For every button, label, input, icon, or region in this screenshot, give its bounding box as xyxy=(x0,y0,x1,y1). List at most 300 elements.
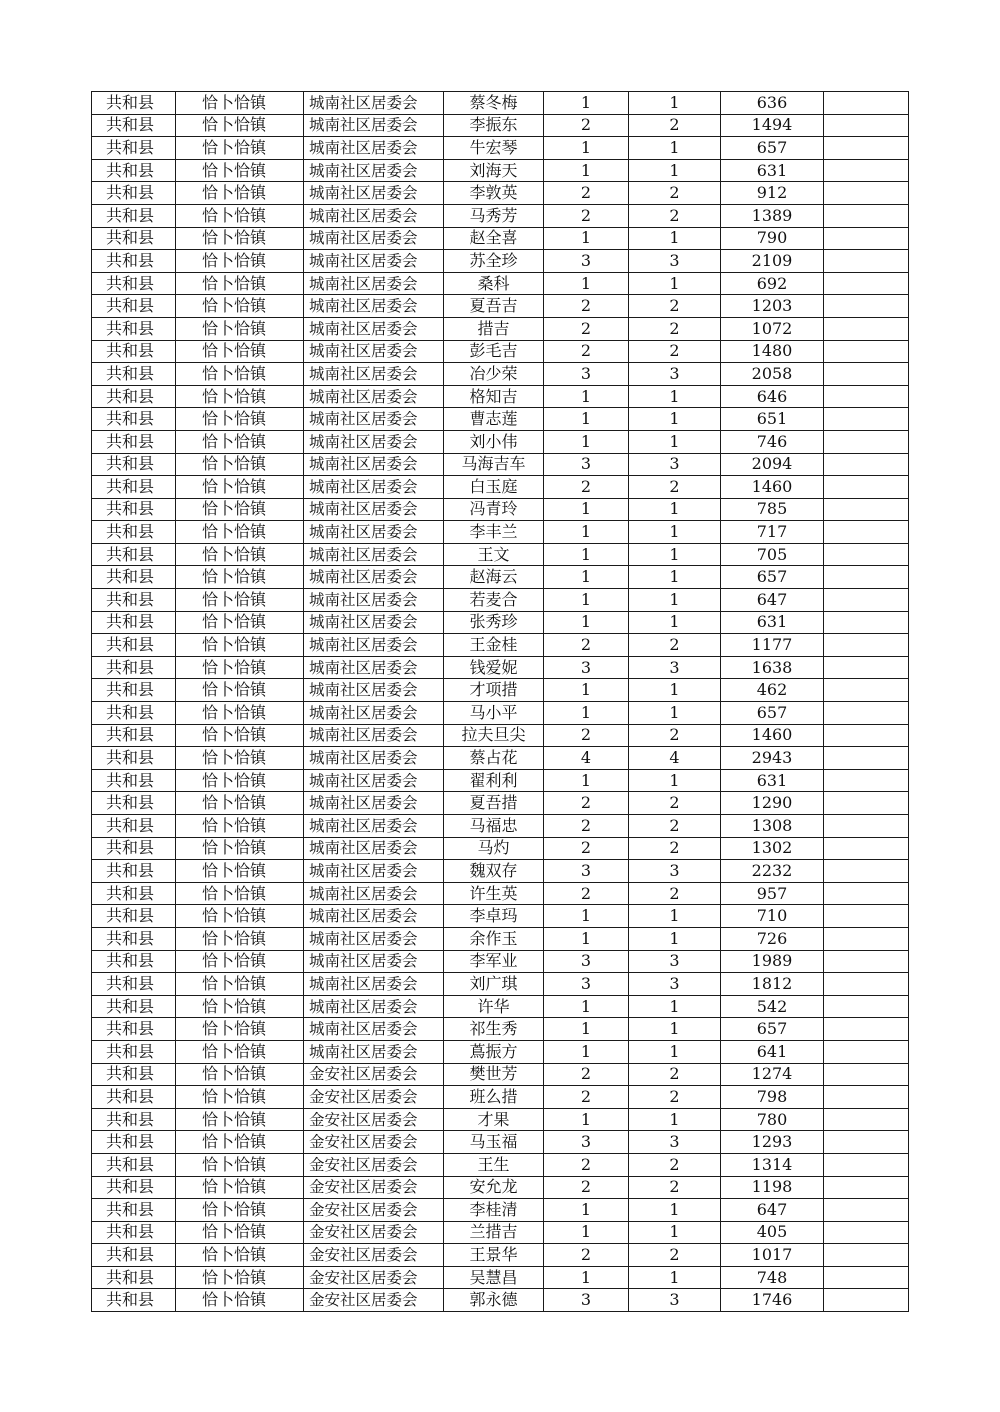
amount-cell: 746 xyxy=(721,430,824,453)
name-cell: 若麦合 xyxy=(444,589,544,612)
community-cell: 城南社区居委会 xyxy=(304,634,444,657)
town-cell: 恰卜恰镇 xyxy=(176,227,304,250)
table-row xyxy=(92,1221,909,1244)
table-row xyxy=(92,950,909,973)
amount-cell: 647 xyxy=(721,1199,824,1222)
covered-persons-cell: 1 xyxy=(629,137,721,160)
household-size-cell: 2 xyxy=(544,634,629,657)
community-cell: 城南社区居委会 xyxy=(304,792,444,815)
county-cell: 共和县 xyxy=(92,656,176,679)
note-cell xyxy=(824,114,909,137)
town-cell: 恰卜恰镇 xyxy=(176,1221,304,1244)
amount-cell: 1274 xyxy=(721,1063,824,1086)
household-size-cell: 2 xyxy=(544,724,629,747)
name-cell: 王文 xyxy=(444,543,544,566)
table-row xyxy=(92,272,909,295)
community-cell: 城南社区居委会 xyxy=(304,860,444,883)
covered-persons-cell: 1 xyxy=(629,408,721,431)
table-row xyxy=(92,589,909,612)
household-size-cell: 1 xyxy=(544,927,629,950)
county-cell: 共和县 xyxy=(92,815,176,838)
county-cell: 共和县 xyxy=(92,317,176,340)
covered-persons-cell: 1 xyxy=(629,385,721,408)
covered-persons-cell: 2 xyxy=(629,815,721,838)
household-size-cell: 1 xyxy=(544,611,629,634)
household-size-cell: 2 xyxy=(544,1244,629,1267)
community-cell: 城南社区居委会 xyxy=(304,408,444,431)
note-cell xyxy=(824,566,909,589)
household-size-cell: 2 xyxy=(544,837,629,860)
county-cell: 共和县 xyxy=(92,1018,176,1041)
community-cell: 城南社区居委会 xyxy=(304,995,444,1018)
county-cell: 共和县 xyxy=(92,769,176,792)
town-cell: 恰卜恰镇 xyxy=(176,272,304,295)
town-cell: 恰卜恰镇 xyxy=(176,476,304,499)
note-cell xyxy=(824,317,909,340)
table-row xyxy=(92,227,909,250)
name-cell: 马玉福 xyxy=(444,1131,544,1154)
household-size-cell: 1 xyxy=(544,1199,629,1222)
note-cell xyxy=(824,724,909,747)
note-cell xyxy=(824,498,909,521)
covered-persons-cell: 2 xyxy=(629,792,721,815)
covered-persons-cell: 4 xyxy=(629,747,721,770)
amount-cell: 1389 xyxy=(721,204,824,227)
amount-cell: 657 xyxy=(721,1018,824,1041)
county-cell: 共和县 xyxy=(92,1221,176,1244)
county-cell: 共和县 xyxy=(92,114,176,137)
town-cell: 恰卜恰镇 xyxy=(176,1063,304,1086)
community-cell: 城南社区居委会 xyxy=(304,950,444,973)
household-size-cell: 2 xyxy=(544,182,629,205)
covered-persons-cell: 1 xyxy=(629,1266,721,1289)
county-cell: 共和县 xyxy=(92,679,176,702)
household-size-cell: 2 xyxy=(544,295,629,318)
note-cell xyxy=(824,1086,909,1109)
covered-persons-cell: 2 xyxy=(629,1086,721,1109)
note-cell xyxy=(824,1108,909,1131)
household-size-cell: 2 xyxy=(544,882,629,905)
amount-cell: 1302 xyxy=(721,837,824,860)
household-size-cell: 2 xyxy=(544,1153,629,1176)
household-size-cell: 3 xyxy=(544,363,629,386)
name-cell: 马小平 xyxy=(444,702,544,725)
table-row xyxy=(92,295,909,318)
household-size-cell: 2 xyxy=(544,476,629,499)
note-cell xyxy=(824,973,909,996)
household-size-cell: 2 xyxy=(544,1176,629,1199)
table-row xyxy=(92,521,909,544)
town-cell: 恰卜恰镇 xyxy=(176,611,304,634)
county-cell: 共和县 xyxy=(92,92,176,115)
household-size-cell: 1 xyxy=(544,385,629,408)
town-cell: 恰卜恰镇 xyxy=(176,182,304,205)
covered-persons-cell: 1 xyxy=(629,611,721,634)
note-cell xyxy=(824,453,909,476)
covered-persons-cell: 3 xyxy=(629,1131,721,1154)
county-cell: 共和县 xyxy=(92,1289,176,1312)
community-cell: 城南社区居委会 xyxy=(304,566,444,589)
name-cell: 李振东 xyxy=(444,114,544,137)
amount-cell: 785 xyxy=(721,498,824,521)
amount-cell: 657 xyxy=(721,702,824,725)
household-size-cell: 3 xyxy=(544,973,629,996)
name-cell: 魏双存 xyxy=(444,860,544,883)
community-cell: 城南社区居委会 xyxy=(304,317,444,340)
note-cell xyxy=(824,882,909,905)
table-row xyxy=(92,408,909,431)
table-row xyxy=(92,317,909,340)
amount-cell: 1308 xyxy=(721,815,824,838)
county-cell: 共和县 xyxy=(92,363,176,386)
amount-cell: 780 xyxy=(721,1108,824,1131)
table-row xyxy=(92,860,909,883)
covered-persons-cell: 3 xyxy=(629,453,721,476)
amount-cell: 1460 xyxy=(721,724,824,747)
household-size-cell: 1 xyxy=(544,137,629,160)
household-size-cell: 2 xyxy=(544,204,629,227)
amount-cell: 1290 xyxy=(721,792,824,815)
table-row xyxy=(92,1266,909,1289)
table-row xyxy=(92,1176,909,1199)
covered-persons-cell: 1 xyxy=(629,543,721,566)
note-cell xyxy=(824,363,909,386)
household-size-cell: 1 xyxy=(544,543,629,566)
table-row xyxy=(92,747,909,770)
covered-persons-cell: 1 xyxy=(629,702,721,725)
county-cell: 共和县 xyxy=(92,837,176,860)
household-size-cell: 3 xyxy=(544,453,629,476)
town-cell: 恰卜恰镇 xyxy=(176,679,304,702)
community-cell: 城南社区居委会 xyxy=(304,363,444,386)
covered-persons-cell: 2 xyxy=(629,340,721,363)
household-size-cell: 1 xyxy=(544,702,629,725)
community-cell: 城南社区居委会 xyxy=(304,137,444,160)
community-cell: 城南社区居委会 xyxy=(304,385,444,408)
county-cell: 共和县 xyxy=(92,995,176,1018)
table-body xyxy=(92,92,909,1312)
amount-cell: 1293 xyxy=(721,1131,824,1154)
town-cell: 恰卜恰镇 xyxy=(176,137,304,160)
town-cell: 恰卜恰镇 xyxy=(176,1266,304,1289)
household-size-cell: 4 xyxy=(544,747,629,770)
town-cell: 恰卜恰镇 xyxy=(176,1199,304,1222)
note-cell xyxy=(824,1153,909,1176)
covered-persons-cell: 1 xyxy=(629,521,721,544)
data-table xyxy=(91,91,909,1312)
town-cell: 恰卜恰镇 xyxy=(176,543,304,566)
covered-persons-cell: 1 xyxy=(629,430,721,453)
covered-persons-cell: 2 xyxy=(629,114,721,137)
table-row xyxy=(92,543,909,566)
note-cell xyxy=(824,634,909,657)
community-cell: 城南社区居委会 xyxy=(304,905,444,928)
covered-persons-cell: 1 xyxy=(629,995,721,1018)
table-row xyxy=(92,837,909,860)
covered-persons-cell: 2 xyxy=(629,1244,721,1267)
table-row xyxy=(92,702,909,725)
community-cell: 金安社区居委会 xyxy=(304,1289,444,1312)
county-cell: 共和县 xyxy=(92,498,176,521)
community-cell: 城南社区居委会 xyxy=(304,498,444,521)
community-cell: 城南社区居委会 xyxy=(304,882,444,905)
community-cell: 城南社区居委会 xyxy=(304,769,444,792)
covered-persons-cell: 1 xyxy=(629,498,721,521)
name-cell: 牛宏琴 xyxy=(444,137,544,160)
table-row xyxy=(92,204,909,227)
county-cell: 共和县 xyxy=(92,905,176,928)
community-cell: 城南社区居委会 xyxy=(304,702,444,725)
note-cell xyxy=(824,250,909,273)
community-cell: 城南社区居委会 xyxy=(304,837,444,860)
name-cell: 蔡占花 xyxy=(444,747,544,770)
amount-cell: 631 xyxy=(721,611,824,634)
name-cell: 李桂清 xyxy=(444,1199,544,1222)
household-size-cell: 3 xyxy=(544,1131,629,1154)
amount-cell: 957 xyxy=(721,882,824,905)
covered-persons-cell: 1 xyxy=(629,566,721,589)
household-size-cell: 1 xyxy=(544,1221,629,1244)
town-cell: 恰卜恰镇 xyxy=(176,1176,304,1199)
covered-persons-cell: 1 xyxy=(629,1040,721,1063)
note-cell xyxy=(824,1131,909,1154)
name-cell: 许华 xyxy=(444,995,544,1018)
community-cell: 城南社区居委会 xyxy=(304,295,444,318)
amount-cell: 462 xyxy=(721,679,824,702)
county-cell: 共和县 xyxy=(92,204,176,227)
note-cell xyxy=(824,905,909,928)
table-row xyxy=(92,1199,909,1222)
amount-cell: 705 xyxy=(721,543,824,566)
household-size-cell: 3 xyxy=(544,250,629,273)
note-cell xyxy=(824,521,909,544)
town-cell: 恰卜恰镇 xyxy=(176,995,304,1018)
name-cell: 拉夫旦尖 xyxy=(444,724,544,747)
table-row xyxy=(92,927,909,950)
town-cell: 恰卜恰镇 xyxy=(176,521,304,544)
covered-persons-cell: 2 xyxy=(629,204,721,227)
community-cell: 城南社区居委会 xyxy=(304,1040,444,1063)
household-size-cell: 1 xyxy=(544,272,629,295)
covered-persons-cell: 2 xyxy=(629,634,721,657)
amount-cell: 2109 xyxy=(721,250,824,273)
note-cell xyxy=(824,227,909,250)
name-cell: 马福忠 xyxy=(444,815,544,838)
name-cell: 桑科 xyxy=(444,272,544,295)
community-cell: 金安社区居委会 xyxy=(304,1063,444,1086)
table-row xyxy=(92,159,909,182)
name-cell: 夏吾吉 xyxy=(444,295,544,318)
table-row xyxy=(92,973,909,996)
name-cell: 赵海云 xyxy=(444,566,544,589)
town-cell: 恰卜恰镇 xyxy=(176,1153,304,1176)
community-cell: 城南社区居委会 xyxy=(304,611,444,634)
note-cell xyxy=(824,589,909,612)
covered-persons-cell: 1 xyxy=(629,905,721,928)
amount-cell: 631 xyxy=(721,769,824,792)
covered-persons-cell: 2 xyxy=(629,1063,721,1086)
town-cell: 恰卜恰镇 xyxy=(176,408,304,431)
county-cell: 共和县 xyxy=(92,1131,176,1154)
town-cell: 恰卜恰镇 xyxy=(176,204,304,227)
county-cell: 共和县 xyxy=(92,1266,176,1289)
community-cell: 城南社区居委会 xyxy=(304,656,444,679)
name-cell: 冯青玲 xyxy=(444,498,544,521)
note-cell xyxy=(824,476,909,499)
amount-cell: 1460 xyxy=(721,476,824,499)
community-cell: 金安社区居委会 xyxy=(304,1221,444,1244)
household-size-cell: 1 xyxy=(544,589,629,612)
town-cell: 恰卜恰镇 xyxy=(176,430,304,453)
amount-cell: 636 xyxy=(721,92,824,115)
name-cell: 蔡冬梅 xyxy=(444,92,544,115)
county-cell: 共和县 xyxy=(92,1086,176,1109)
household-size-cell: 3 xyxy=(544,950,629,973)
note-cell xyxy=(824,611,909,634)
county-cell: 共和县 xyxy=(92,950,176,973)
note-cell xyxy=(824,1063,909,1086)
table-row xyxy=(92,1289,909,1312)
amount-cell: 1198 xyxy=(721,1176,824,1199)
community-cell: 城南社区居委会 xyxy=(304,250,444,273)
county-cell: 共和县 xyxy=(92,1108,176,1131)
name-cell: 马灼 xyxy=(444,837,544,860)
household-size-cell: 1 xyxy=(544,679,629,702)
name-cell: 才果 xyxy=(444,1108,544,1131)
amount-cell: 646 xyxy=(721,385,824,408)
county-cell: 共和县 xyxy=(92,589,176,612)
community-cell: 金安社区居委会 xyxy=(304,1199,444,1222)
town-cell: 恰卜恰镇 xyxy=(176,317,304,340)
household-size-cell: 1 xyxy=(544,227,629,250)
town-cell: 恰卜恰镇 xyxy=(176,1244,304,1267)
covered-persons-cell: 1 xyxy=(629,679,721,702)
covered-persons-cell: 2 xyxy=(629,182,721,205)
note-cell xyxy=(824,1199,909,1222)
name-cell: 曹志莲 xyxy=(444,408,544,431)
name-cell: 翟利利 xyxy=(444,769,544,792)
amount-cell: 692 xyxy=(721,272,824,295)
county-cell: 共和县 xyxy=(92,973,176,996)
household-size-cell: 1 xyxy=(544,566,629,589)
name-cell: 蔦振方 xyxy=(444,1040,544,1063)
amount-cell: 748 xyxy=(721,1266,824,1289)
covered-persons-cell: 1 xyxy=(629,92,721,115)
table-row xyxy=(92,882,909,905)
name-cell: 措吉 xyxy=(444,317,544,340)
note-cell xyxy=(824,747,909,770)
covered-persons-cell: 1 xyxy=(629,1199,721,1222)
household-size-cell: 1 xyxy=(544,769,629,792)
table-row xyxy=(92,1018,909,1041)
amount-cell: 798 xyxy=(721,1086,824,1109)
name-cell: 王景华 xyxy=(444,1244,544,1267)
town-cell: 恰卜恰镇 xyxy=(176,927,304,950)
town-cell: 恰卜恰镇 xyxy=(176,250,304,273)
name-cell: 白玉庭 xyxy=(444,476,544,499)
note-cell xyxy=(824,792,909,815)
community-cell: 城南社区居委会 xyxy=(304,815,444,838)
table-row xyxy=(92,724,909,747)
table-row xyxy=(92,905,909,928)
county-cell: 共和县 xyxy=(92,566,176,589)
county-cell: 共和县 xyxy=(92,792,176,815)
amount-cell: 405 xyxy=(721,1221,824,1244)
county-cell: 共和县 xyxy=(92,385,176,408)
amount-cell: 651 xyxy=(721,408,824,431)
household-size-cell: 1 xyxy=(544,1108,629,1131)
town-cell: 恰卜恰镇 xyxy=(176,769,304,792)
community-cell: 城南社区居委会 xyxy=(304,476,444,499)
note-cell xyxy=(824,1266,909,1289)
amount-cell: 1812 xyxy=(721,973,824,996)
town-cell: 恰卜恰镇 xyxy=(176,634,304,657)
county-cell: 共和县 xyxy=(92,724,176,747)
town-cell: 恰卜恰镇 xyxy=(176,1018,304,1041)
name-cell: 马海吉车 xyxy=(444,453,544,476)
community-cell: 城南社区居委会 xyxy=(304,747,444,770)
household-size-cell: 1 xyxy=(544,498,629,521)
amount-cell: 1177 xyxy=(721,634,824,657)
household-size-cell: 2 xyxy=(544,1063,629,1086)
table-row xyxy=(92,1040,909,1063)
covered-persons-cell: 1 xyxy=(629,589,721,612)
table-row xyxy=(92,182,909,205)
note-cell xyxy=(824,137,909,160)
covered-persons-cell: 1 xyxy=(629,769,721,792)
county-cell: 共和县 xyxy=(92,611,176,634)
county-cell: 共和县 xyxy=(92,747,176,770)
table-row xyxy=(92,498,909,521)
note-cell xyxy=(824,702,909,725)
community-cell: 城南社区居委会 xyxy=(304,927,444,950)
amount-cell: 1072 xyxy=(721,317,824,340)
county-cell: 共和县 xyxy=(92,882,176,905)
covered-persons-cell: 3 xyxy=(629,1289,721,1312)
county-cell: 共和县 xyxy=(92,250,176,273)
household-size-cell: 1 xyxy=(544,905,629,928)
town-cell: 恰卜恰镇 xyxy=(176,882,304,905)
community-cell: 城南社区居委会 xyxy=(304,340,444,363)
note-cell xyxy=(824,815,909,838)
name-cell: 王金桂 xyxy=(444,634,544,657)
name-cell: 张秀珍 xyxy=(444,611,544,634)
town-cell: 恰卜恰镇 xyxy=(176,950,304,973)
county-cell: 共和县 xyxy=(92,272,176,295)
town-cell: 恰卜恰镇 xyxy=(176,498,304,521)
name-cell: 班么措 xyxy=(444,1086,544,1109)
table-row xyxy=(92,363,909,386)
household-size-cell: 1 xyxy=(544,995,629,1018)
community-cell: 城南社区居委会 xyxy=(304,679,444,702)
household-size-cell: 2 xyxy=(544,114,629,137)
name-cell: 刘广琪 xyxy=(444,973,544,996)
note-cell xyxy=(824,340,909,363)
name-cell: 樊世芳 xyxy=(444,1063,544,1086)
amount-cell: 1989 xyxy=(721,950,824,973)
note-cell xyxy=(824,159,909,182)
town-cell: 恰卜恰镇 xyxy=(176,295,304,318)
town-cell: 恰卜恰镇 xyxy=(176,905,304,928)
name-cell: 夏吾措 xyxy=(444,792,544,815)
town-cell: 恰卜恰镇 xyxy=(176,1289,304,1312)
county-cell: 共和县 xyxy=(92,927,176,950)
name-cell: 余作玉 xyxy=(444,927,544,950)
amount-cell: 647 xyxy=(721,589,824,612)
town-cell: 恰卜恰镇 xyxy=(176,92,304,115)
amount-cell: 726 xyxy=(721,927,824,950)
household-size-cell: 1 xyxy=(544,1018,629,1041)
